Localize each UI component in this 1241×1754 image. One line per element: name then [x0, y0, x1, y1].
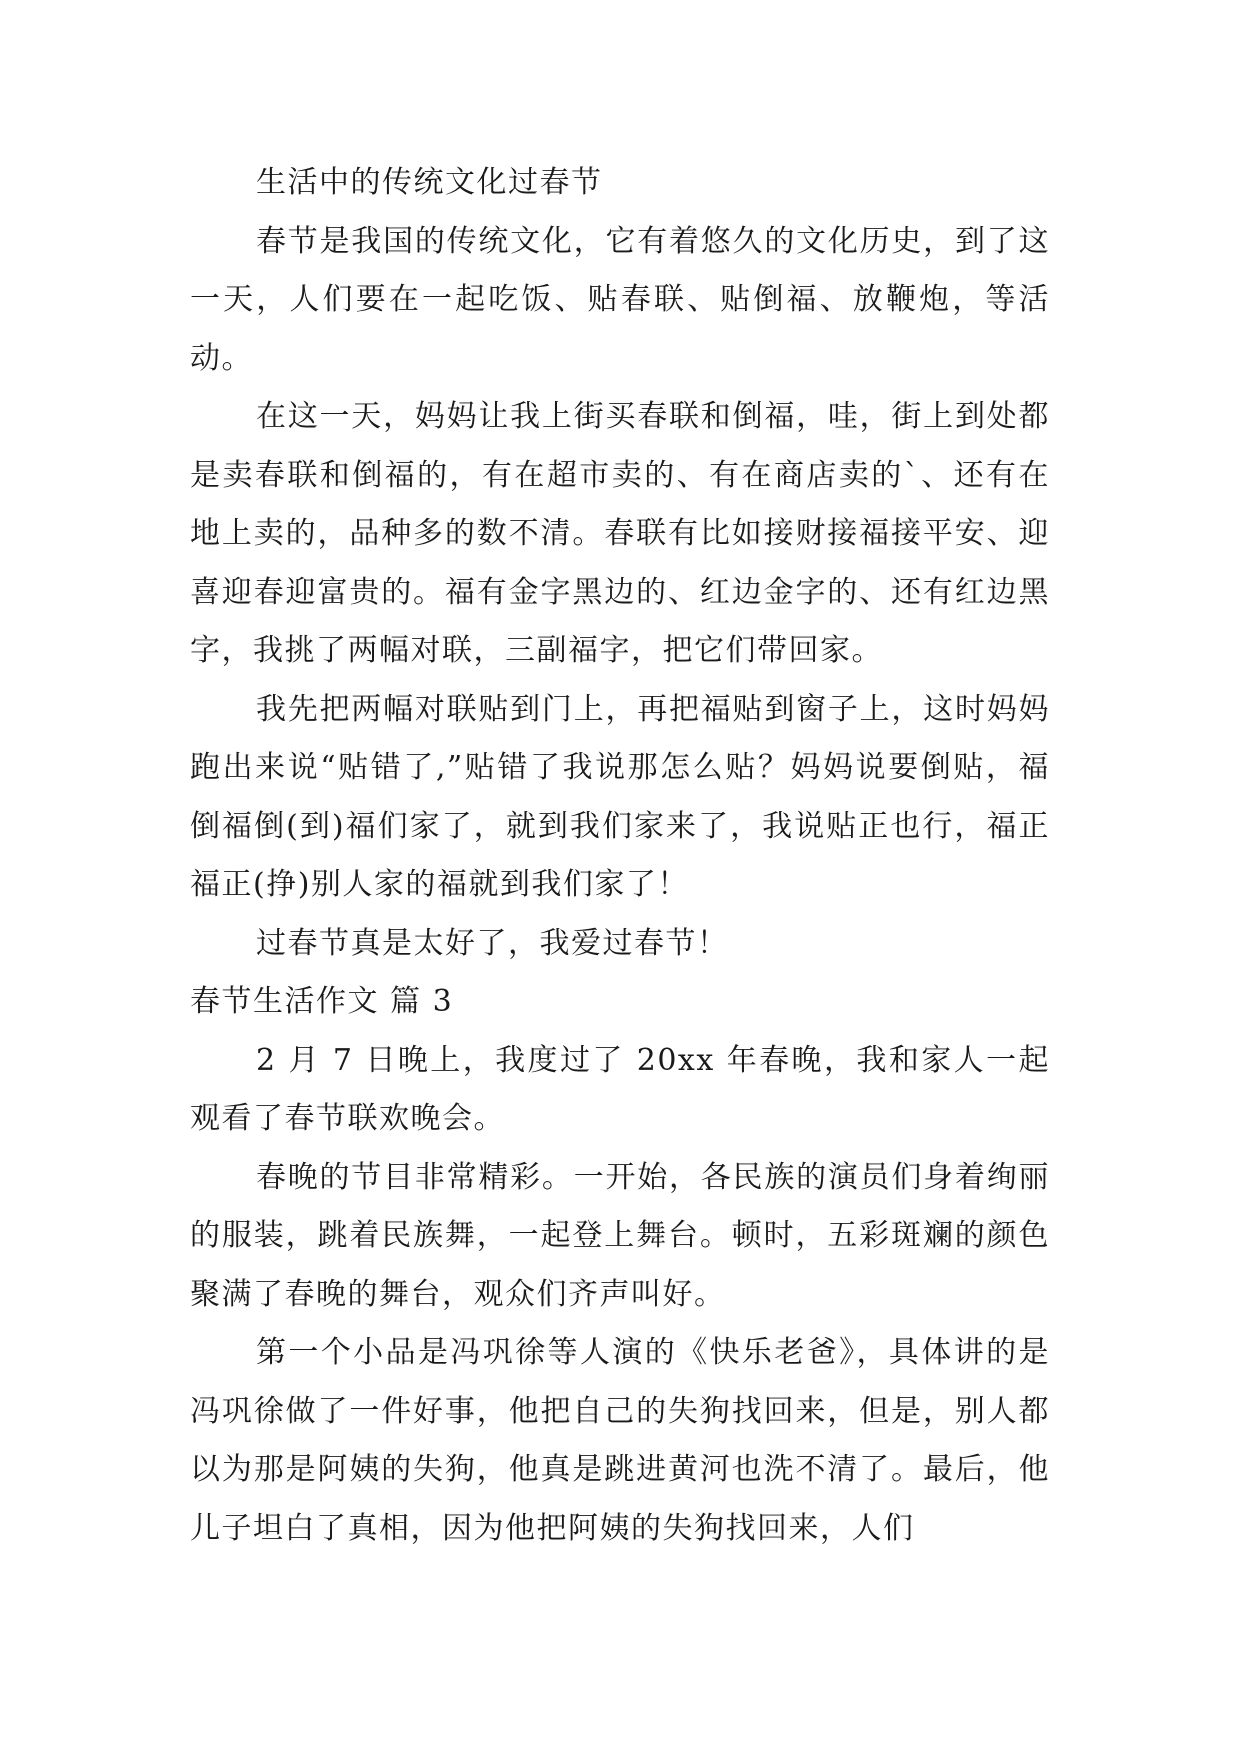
paragraph-title: 生活中的传统文化过春节	[256, 165, 603, 200]
paragraph: 过春节真是太好了，我爱过春节！	[256, 925, 729, 961]
paragraph: 春晚的节目非常精彩。一开始，各民族的演员们身着绚丽的服装，跳着民族舞，一起登上舞台。顿时，五彩斑斓的颜色聚满了春晚的舞台，观众们齐声叫好。	[190, 1159, 1050, 1312]
paragraph: 在这一天，妈妈让我上街买春联和倒福，哇，街上到处都是卖春联和倒福的，有在超市卖的、有在商店卖的`、还有在地上卖的，品种多的数不清。春联有比如接财接福接平安、迎喜迎春迎富贵的。福有金字黑边的、红边金字的、还有红边黑字，我挑了两幅对联，三副福字，把它们带回家。	[190, 399, 1050, 668]
paragraph: 我先把两幅对联贴到门上，再把福贴到窗子上，这时妈妈跑出来说“贴错了,”贴错了我说那怎么贴？妈妈说要倒贴，福倒福倒(到)福们家了，就到我们家来了，我说贴正也行，福正福正(挣)别人家的福就到我们家了！	[190, 691, 1050, 902]
paragraph: 第一个小品是冯巩徐等人演的《快乐老爸》，具体讲的是冯巩徐做了一件好事，他把自己的失狗找回来，但是，别人都以为那是阿姨的失狗，他真是跳进黄河也洗不清了。最后，他儿子坦白了真相，因为他把阿姨的失狗找回来，人们	[190, 1335, 1050, 1546]
paragraph: 2 月 7 日晚上，我度过了 20xx 年春晚，我和家人一起观看了春节联欢晚会。	[190, 1042, 1050, 1136]
section-heading: 春节生活作文 篇 3	[190, 984, 454, 1019]
paragraph: 春节是我国的传统文化，它有着悠久的文化历史，到了这一天，人们要在一起吃饭、贴春联、贴倒福、放鞭炮，等活动。	[190, 223, 1050, 376]
document-body	[190, 154, 1050, 1558]
